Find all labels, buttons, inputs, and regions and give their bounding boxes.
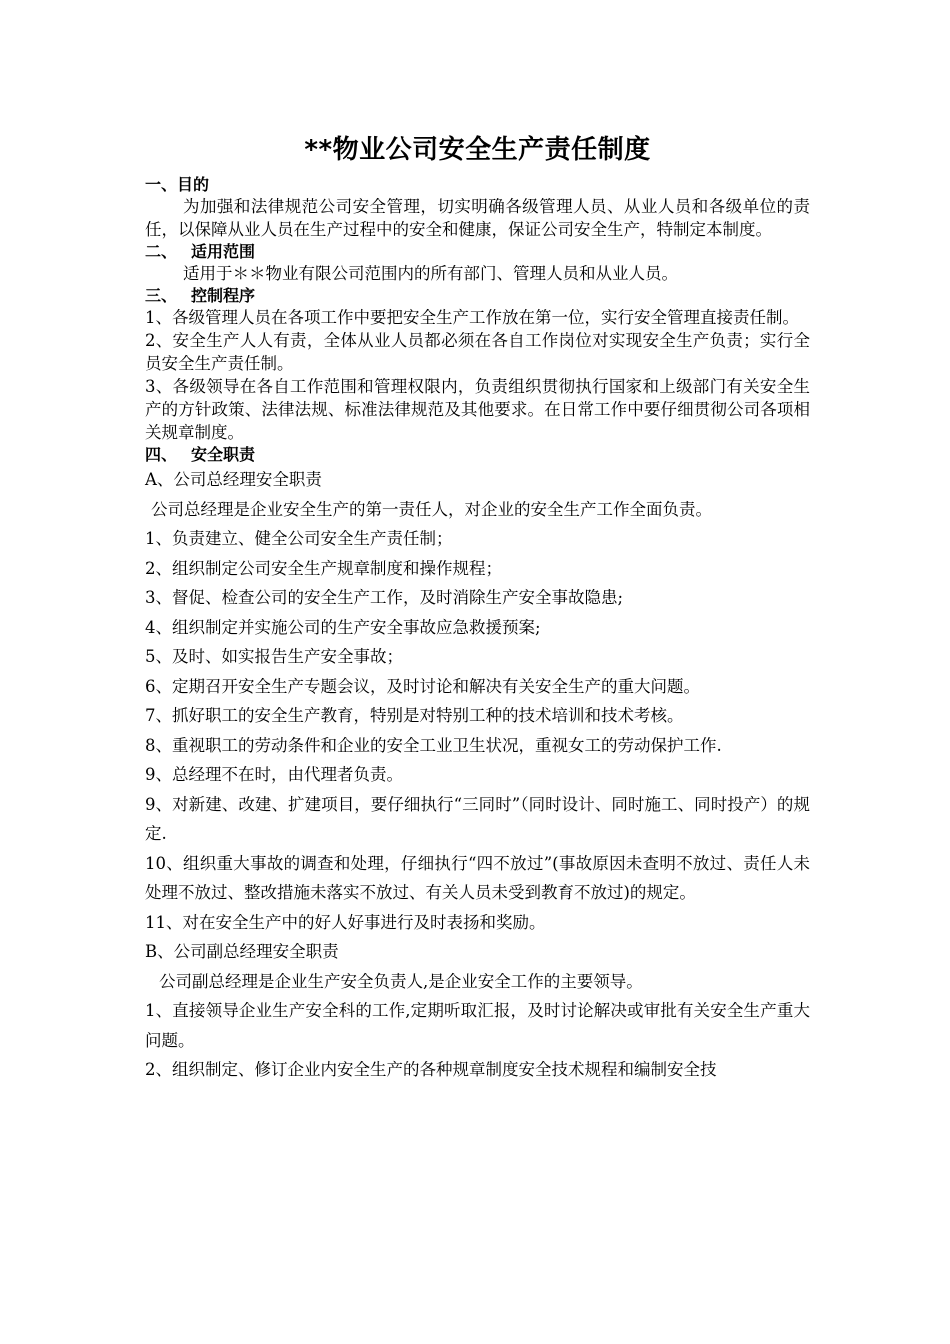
section-3-item: 3、各级领导在各自工作范围和管理权限内，负责组织贯彻执行国家和上级部门有关安全生产的方针政策、法律法规、标准法律规范及其他要求。在日常工作中要仔细贯彻公司各项相关规章制度。 — [145, 377, 810, 442]
section-4-number: 四、 — [145, 445, 178, 464]
section-3-number: 三、 — [145, 286, 178, 305]
part-b-title: B、公司副总经理安全职责 — [145, 942, 339, 961]
part-b-item: 1、直接领导企业生产安全科的工作,定期听取汇报，及时讨论解决或审批有关安全生产重大问题。 — [145, 1001, 810, 1050]
section-2-heading — [145, 241, 810, 262]
part-a-item: 10、组织重大事故的调查和处理，仔细执行“四不放过”(事故原因未查明不放过、责任人未处理不放过、整改措施未落实不放过、有关人员未受到教育不放过)的规定。 — [145, 853, 810, 902]
document-title: **物业公司安全生产责任制度 — [304, 135, 651, 165]
part-a-item: 4、组织制定并实施公司的生产安全事故应急救援预案; — [145, 617, 541, 637]
section-1-heading: 一、目的 — [145, 175, 210, 194]
section-2-number: 二、 — [145, 242, 178, 261]
part-a-item: 7、抓好职工的安全生产教育，特别是对特别工种的技术培训和技术考核。 — [145, 706, 684, 725]
section-3-title: 控制程序 — [191, 286, 256, 305]
section-3-item: 1、各级管理人员在各项工作中要把安全生产工作放在第一位，实行安全管理直接责任制。 — [145, 308, 799, 327]
part-a-item: 6、定期召开安全生产专题会议，及时讨论和解决有关安全生产的重大问题。 — [145, 676, 700, 696]
part-a-item: 9、对新建、改建、扩建项目，要仔细执行“三同时”（同时设计、同时施工、同时投产）的规定. — [145, 794, 810, 843]
section-2-title: 适用范围 — [191, 242, 256, 261]
section-4-heading — [145, 444, 810, 465]
part-a-item: 5、及时、如实报告生产安全事故； — [145, 647, 403, 666]
section-1-text: 为加强和法律规范公司安全管理，切实明确各级管理人员、从业人员和各级单位的责任，以保障从业人员在生产过程中的安全和健康，保证公司安全生产，特制定本制度。 — [145, 197, 810, 239]
part-a-item: 2、组织制定公司安全生产规章制度和操作规程； — [145, 558, 502, 578]
part-a-item: 3、督促、检查公司的安全生产工作，及时消除生产安全事故隐患; — [145, 588, 624, 607]
section-3-item: 2、安全生产人人有责，全体从业人员都必须在各自工作岗位对实现安全生产负责；实行全员安全生产责任制。 — [145, 331, 810, 373]
document-page — [145, 128, 810, 1085]
part-a-intro: 公司总经理是企业安全生产的第一责任人，对企业的安全生产工作全面负责。 — [151, 499, 712, 519]
section-4-title: 安全职责 — [191, 445, 256, 464]
part-a-title: A、公司总经理安全职责 — [145, 470, 322, 489]
section-3-heading — [145, 285, 810, 306]
part-a-item: 8、重视职工的劳动条件和企业的安全工业卫生状况，重视女工的劳动保护工作. — [145, 735, 722, 755]
part-a-item: 1、负责建立、健全公司安全生产责任制； — [145, 529, 453, 548]
section-2-text: 适用于＊＊物业有限公司范围内的所有部门、管理人员和从业人员。 — [183, 264, 678, 283]
part-a-item: 9、总经理不在时，由代理者负责。 — [145, 765, 403, 784]
part-b-intro: 公司副总经理是企业生产安全负责人,是企业安全工作的主要领导。 — [159, 971, 643, 991]
part-b-item: 2、组织制定、修订企业内安全生产的各种规章制度安全技术规程和编制安全技 — [145, 1060, 717, 1079]
part-a-item: 11、对在安全生产中的好人好事进行及时表扬和奖励。 — [145, 912, 546, 932]
